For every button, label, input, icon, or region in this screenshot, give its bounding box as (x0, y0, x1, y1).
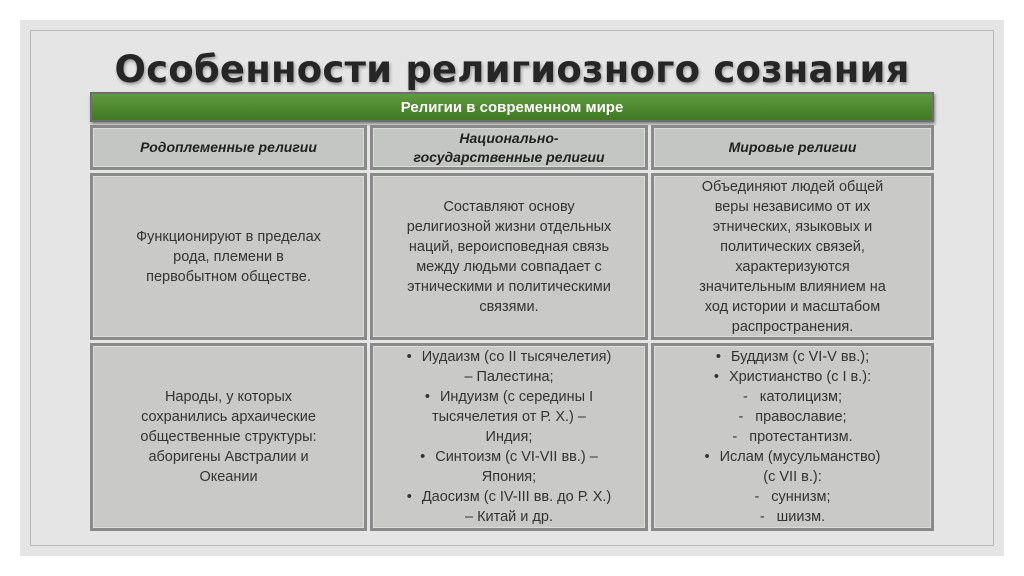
dash-marker: - (732, 429, 738, 445)
text-line: наций, вероисповедная связь (408, 238, 610, 255)
list-item-text: тысячелетия от Р. Х.) – (431, 409, 586, 425)
text-line: рода, племени в (173, 248, 284, 265)
list-item (705, 427, 881, 447)
bullet-icon: • (406, 349, 412, 365)
list-item-text: католицизм; (759, 389, 843, 405)
list-item-text: протестантизм. (749, 429, 853, 445)
list-item-text: Буддизм (с VI-V вв.); (730, 349, 870, 365)
bullet-icon: • (715, 349, 721, 365)
bullet-icon: • (406, 489, 412, 505)
column-header-national (370, 125, 648, 170)
list-item (705, 487, 881, 507)
column-header-tribal (90, 125, 367, 170)
text-line: Океании (199, 469, 258, 485)
dash-marker: - (742, 389, 748, 405)
column-header-tribal-label: Родоплеменные религии (140, 139, 317, 155)
text-line: Функционируют в пределах (136, 228, 321, 245)
description-national-text (401, 197, 618, 317)
list-item (407, 407, 612, 427)
religions-table (90, 92, 934, 531)
list-item (407, 367, 612, 387)
list-item-text: православие; (755, 409, 847, 425)
text-line: аборигены Австралии и (148, 449, 309, 465)
list-item (705, 367, 881, 387)
list-item-text: Синтоизм (с VI-VII вв.) – (435, 449, 598, 465)
dash-marker: - (754, 489, 760, 505)
list-item-text: Даосизм (с IV-III вв. до Р. Х.) (421, 489, 612, 505)
text-line: Народы, у которых (164, 389, 293, 405)
examples-tribal-text (134, 387, 322, 487)
list-item (407, 347, 612, 367)
list-item-text: Иудаизм (со II тысячелетия) (421, 349, 612, 365)
examples-row (90, 343, 934, 531)
list-item (407, 507, 612, 527)
column-header-world-label: Мировые религии (728, 139, 857, 155)
list-item (705, 387, 881, 407)
text-line: Объединяют людей общей (701, 178, 884, 195)
list-item (705, 507, 881, 527)
text-line: значительным влиянием на (699, 278, 886, 295)
bullet-icon: • (704, 449, 710, 465)
bullet-icon: • (713, 369, 719, 385)
list-item (705, 347, 881, 367)
description-national (370, 173, 648, 340)
description-row (90, 173, 934, 340)
text-line: распространения. (731, 318, 854, 335)
text-line: между людьми совпадает с (416, 258, 602, 275)
text-line: первобытном обществе. (146, 268, 311, 285)
bullet-icon: • (424, 389, 430, 405)
list-item (407, 387, 612, 407)
text-line: веры независимо от их (714, 198, 871, 215)
description-world (651, 173, 934, 340)
list-item-text: (с VII в.): (763, 469, 822, 485)
list-item-text: Ислам (мусульманство) (719, 449, 881, 465)
text-line: Составляют основу (443, 198, 575, 215)
list-item (705, 467, 881, 487)
text-line: связями. (479, 298, 539, 315)
list-item-text: Индуизм (с середины I (439, 389, 594, 405)
slide-title: Особенности религиозного сознания (114, 48, 910, 91)
examples-world (651, 343, 934, 531)
description-tribal-text (130, 227, 327, 287)
list-item-text: Япония; (481, 469, 537, 485)
text-line: сохранились архаические (141, 409, 316, 425)
list-item-text: – Китай и др. (464, 509, 553, 525)
list-item (705, 447, 881, 467)
list-item (407, 447, 612, 467)
list-item (407, 467, 612, 487)
list-item-text: – Палестина; (464, 369, 554, 385)
list-item (705, 407, 881, 427)
table-header: Религии в современном мире (90, 92, 934, 122)
text-line: общественные структуры: (140, 429, 317, 445)
text-line: религиозной жизни отдельных (406, 218, 612, 235)
dash-marker: - (759, 509, 765, 525)
list-item (407, 487, 612, 507)
examples-national (370, 343, 648, 531)
header-line: государственные религии (413, 148, 605, 165)
list-item-text: Христианство (с I в.): (728, 369, 872, 385)
column-header-world (651, 125, 934, 170)
text-line: политических связей, (720, 238, 865, 255)
column-header-national-label (413, 129, 604, 167)
list-item-text: шиизм. (776, 509, 826, 525)
text-line: характеризуются (735, 258, 850, 275)
description-world-text (693, 177, 892, 337)
list-item-text: Индия; (485, 429, 533, 445)
dash-marker: - (738, 409, 744, 425)
examples-world-list (705, 347, 881, 527)
slide (20, 20, 1004, 556)
text-line: ход истории и масштабом (704, 298, 881, 315)
text-line: этнических, языковых и (712, 218, 873, 235)
description-tribal (90, 173, 367, 340)
list-item (407, 427, 612, 447)
list-item-text: суннизм; (771, 489, 831, 505)
header-line: Национально- (459, 129, 559, 146)
column-header-row (90, 125, 934, 170)
examples-tribal (90, 343, 367, 531)
examples-national-list (407, 347, 612, 527)
text-line: этническими и политическими (407, 278, 611, 295)
bullet-icon: • (420, 449, 426, 465)
